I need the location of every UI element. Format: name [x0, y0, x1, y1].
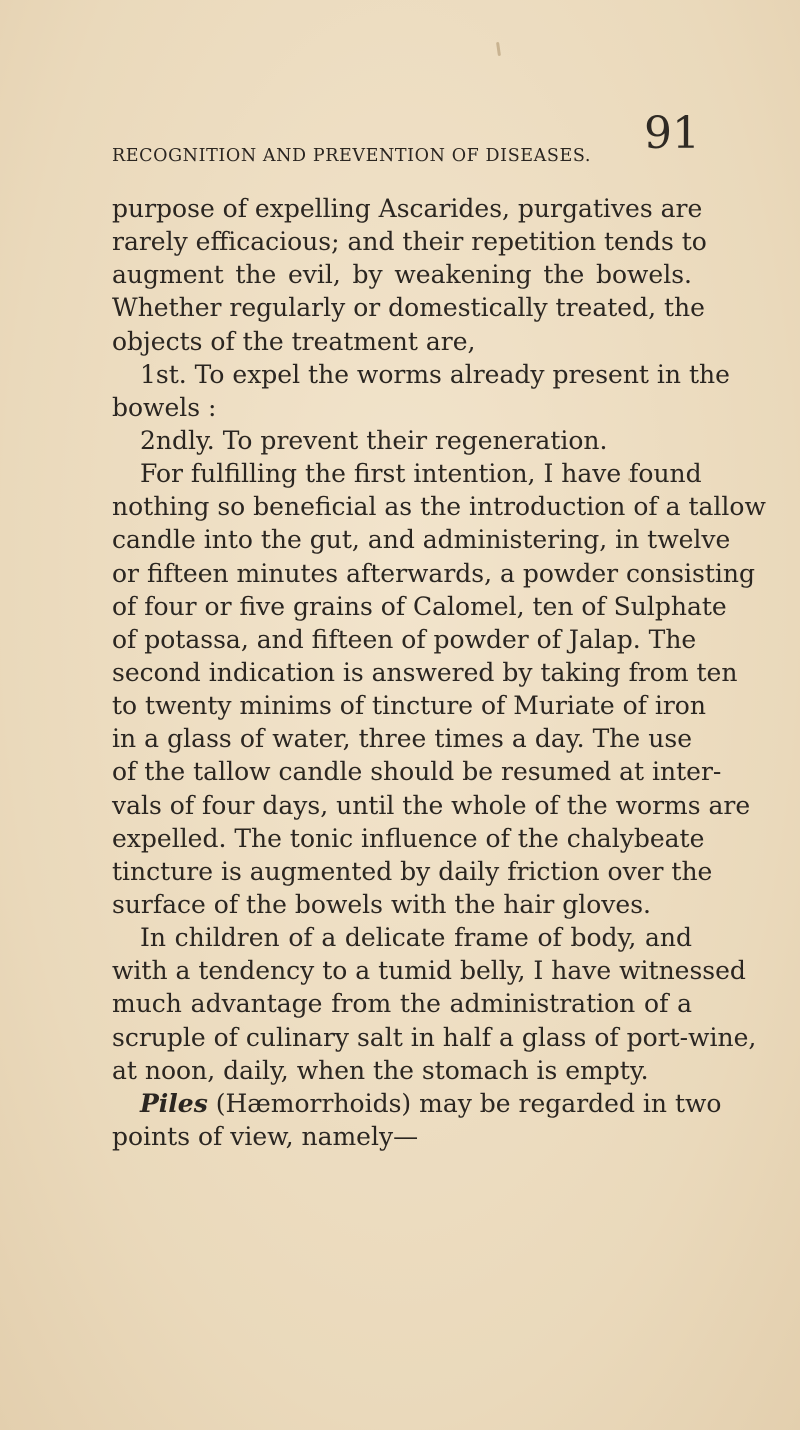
text-line: candle into the gut, and administering, in twelve	[112, 525, 731, 555]
text-line: nothing so beneficial as the introduction of a tallow	[112, 492, 766, 522]
text-line: vals of four days, until the whole of the worms are	[112, 790, 751, 820]
text-line: points of view, namely—	[112, 1121, 419, 1151]
text-line: of the tallow candle should be resumed at inter-	[112, 757, 722, 787]
text-line: expelled. The tonic influence of the chalybeate	[112, 823, 705, 853]
text-line: For fulfilling the first intention, I have found	[140, 459, 702, 489]
running-head	[112, 108, 700, 172]
text-line: purpose of expelling Ascarides, purgatives are	[112, 194, 703, 223]
text-line: at noon, daily, when the stomach is empty.	[112, 1055, 649, 1085]
text-line: scruple of culinary salt in half a glass of port-wine,	[112, 1022, 757, 1052]
text-line: second indication is answered by taking from ten	[112, 657, 738, 687]
text-line: much advantage from the administration of a	[112, 989, 692, 1019]
text-line: 1st. To expel the worms already present in the	[140, 359, 730, 389]
text-line: bowels :	[112, 392, 217, 422]
text-line: rarely efficacious; and their repetition tends to	[112, 227, 707, 257]
text-line-piles	[112, 1087, 722, 1120]
page-number: 91	[644, 108, 700, 159]
text-line: with a tendency to a tumid belly, I have witnessed	[112, 956, 746, 986]
text-line: objects of the treatment are,	[112, 326, 476, 356]
text-line: in a glass of water, three times a day. The use	[112, 724, 692, 754]
text-line: 2ndly. To prevent their regeneration.	[140, 425, 608, 455]
piles-rest: (Hæmorrhoids) may be regarded in two	[207, 1088, 722, 1118]
text-line: Whether regularly or domestically treated, the	[112, 293, 705, 323]
text-line: or fifteen minutes afterwards, a powder consisting	[112, 558, 755, 588]
body-text	[112, 192, 766, 1153]
text-line: surface of the bowels with the hair gloves.	[112, 889, 651, 919]
running-title: RECOGNITION AND PREVENTION OF DISEASES.	[112, 146, 591, 166]
text-line: In children of a delicate frame of body, and	[140, 923, 692, 953]
text-line: to twenty minims of tincture of Muriate of iron	[112, 691, 706, 721]
text-line: augment the evil, by weakening the bowels.	[112, 260, 692, 290]
piles-emphasis: Piles	[140, 1088, 208, 1118]
ink-speck	[496, 42, 501, 56]
text-line: of potassa, and fifteen of powder of Jalap. The	[112, 624, 697, 654]
text-line: tincture is augmented by daily friction over the	[112, 856, 713, 886]
text-line: of four or five grains of Calomel, ten of Sulphate	[112, 591, 727, 621]
